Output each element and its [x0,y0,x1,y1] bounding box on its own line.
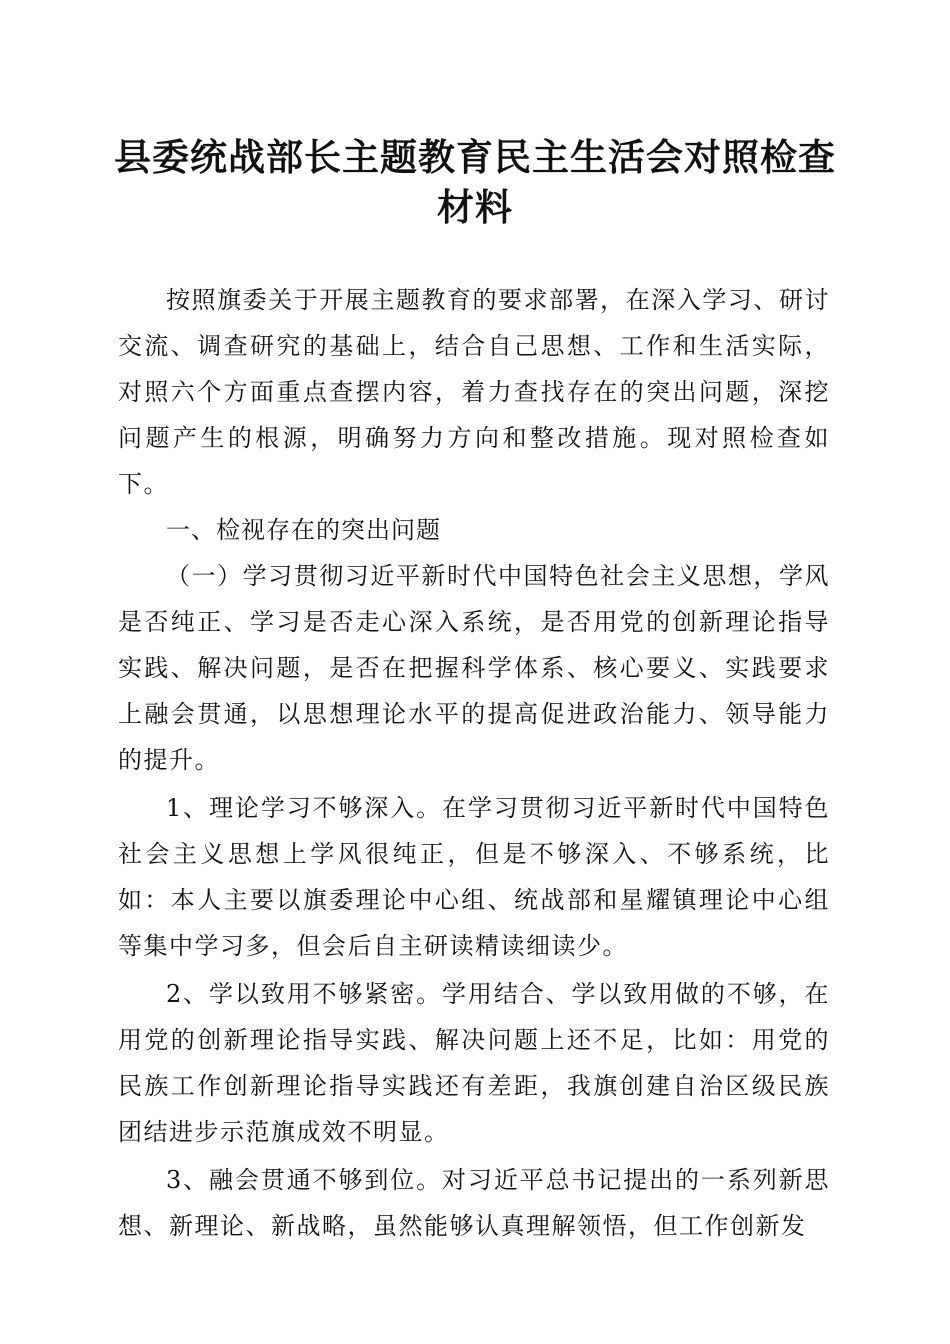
item-paragraph-2: 2、学以致用不够紧密。学用结合、学以致用做的不够，在用党的创新理论指导实践、解决问题上还不足，比如：用党的民族工作创新理论指导实践还有差距，我旗创建自治区级民族团结进步示范旗成效不明显。 [118,980,830,1146]
document-title: 县委统战部长主题教育民主生活会对照检查材料 [114,135,836,229]
item-paragraph-1: 1、理论学习不够深入。在学习贯彻习近平新时代中国特色社会主义思想上学风很纯正，但是不够深入、不够系统，比如：本人主要以旗委理论中心组、统战部和星耀镇理论中心组等集中学习多，但会后自主研读精读细读少。 [118,794,830,960]
item-paragraph-3: 3、融会贯通不够到位。对习近平总书记提出的一系列新思想、新理论、新战略，虽然能够认真理解领悟，但工作创新发 [118,1166,830,1240]
document-body [118,277,830,1249]
section-heading: 一、检视存在的突出问题 [166,516,441,544]
subsection-paragraph: （一）学习贯彻习近平新时代中国特色社会主义思想，学风是否纯正、学习是否走心深入系统，是否用党的创新理论指导实践、解决问题，是否在把握科学体系、核心要义、实践要求上融会贯通，以思想理论水平的提高促进政治能力、领导能力的提升。 [118,562,830,774]
intro-paragraph: 按照旗委关于开展主题教育的要求部署，在深入学习、研讨交流、调查研究的基础上，结合自己思想、工作和生活实际，对照六个方面重点查摆内容，着力查找存在的突出问题，深挖问题产生的根源，明确努力方向和整改措施。现对照检查如下。 [118,286,830,498]
